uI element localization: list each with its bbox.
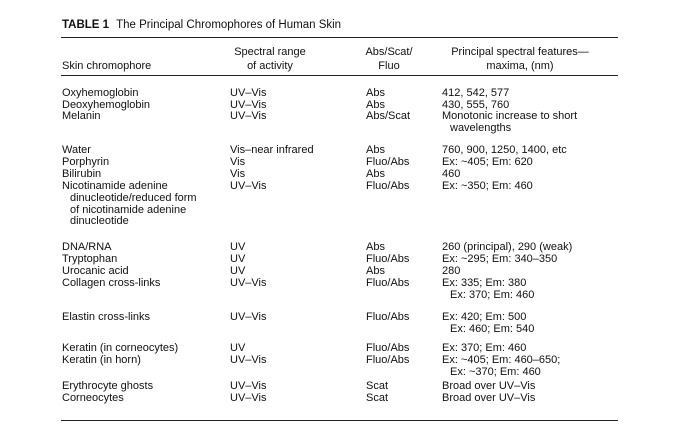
cell-chromophore: dinucleotide <box>70 215 129 228</box>
cell-chromophore: Urocanic acid <box>62 265 129 277</box>
cell-abs-scat-fluo: Abs <box>366 98 385 111</box>
header-spectral-features: Principal spectral features— maxima, (nm) <box>451 46 589 72</box>
cell-spectral-range: Vis <box>230 156 246 168</box>
cell-spectral-range: UV–Vis <box>230 98 267 111</box>
header-spectral-range: Spectral range of activity <box>234 46 306 72</box>
cell-spectral-range: UV–Vis <box>230 311 267 323</box>
cell-chromophore: of nicotinamide adenine <box>70 203 187 216</box>
cell-abs-scat-fluo: Abs/Scat <box>366 110 411 122</box>
cell-spectral-range: Vis–near infrared <box>230 144 314 156</box>
cell-spectral-features: 280 <box>442 265 461 277</box>
cell-chromophore: Deoxyhemoglobin <box>62 98 151 111</box>
cell-chromophore: Elastin cross-links <box>62 311 151 323</box>
cell-spectral-features: Ex: ~405; Em: 620 <box>442 156 533 168</box>
cell-spectral-features: Ex: ~405; Em: 460–650; <box>442 354 561 366</box>
cell-chromophore: Keratin (in horn) <box>62 354 141 366</box>
cell-abs-scat-fluo: Abs <box>366 144 385 156</box>
cell-chromophore: Erythrocyte ghosts <box>62 380 154 392</box>
cell-spectral-features: Ex: ~350; Em: 460 <box>442 180 533 192</box>
header-abs-scat-fluo: Abs/Scat/ Fluo <box>365 46 413 72</box>
cell-abs-scat-fluo: Fluo/Abs <box>366 253 410 265</box>
cell-chromophore: Oxyhemoglobin <box>62 87 139 99</box>
cell-spectral-features: Ex: 370; Em: 460 <box>442 342 527 354</box>
cell-spectral-features: Monotonic increase to short <box>442 110 578 122</box>
cell-spectral-range: UV–Vis <box>230 277 267 289</box>
cell-spectral-range: UV–Vis <box>230 110 267 122</box>
cell-spectral-features: Ex: ~295; Em: 340–350 <box>442 253 558 265</box>
cell-spectral-features: Broad over UV–Vis <box>442 392 536 404</box>
cell-abs-scat-fluo: Abs <box>366 265 385 277</box>
cell-spectral-range: UV <box>230 342 246 354</box>
cell-spectral-features: Ex: 370; Em: 460 <box>450 288 535 301</box>
cell-spectral-features: Ex: ~370; Em: 460 <box>450 365 541 378</box>
cell-abs-scat-fluo: Fluo/Abs <box>366 342 410 354</box>
cell-spectral-range: UV <box>230 253 246 265</box>
table-label: TABLE 1 <box>62 19 110 31</box>
cell-spectral-range: UV–Vis <box>230 87 267 99</box>
cell-spectral-features: 412, 542, 577 <box>442 87 510 99</box>
cell-abs-scat-fluo: Scat <box>366 392 389 404</box>
cell-abs-scat-fluo: Fluo/Abs <box>366 311 410 323</box>
cell-abs-scat-fluo: Fluo/Abs <box>366 354 410 366</box>
cell-spectral-features: Ex: 420; Em: 500 <box>442 311 527 323</box>
cell-spectral-range: UV <box>230 241 246 253</box>
bottom-rule <box>61 420 618 421</box>
cell-chromophore: Collagen cross-links <box>62 277 161 289</box>
cell-spectral-range: UV–Vis <box>230 392 267 404</box>
cell-spectral-range: UV–Vis <box>230 380 267 392</box>
cell-abs-scat-fluo: Fluo/Abs <box>366 277 410 289</box>
cell-spectral-range: UV <box>230 265 246 277</box>
cell-chromophore: Keratin (in corneocytes) <box>62 342 179 354</box>
header-chromophore: Skin chromophore <box>62 60 152 72</box>
cell-chromophore: Bilirubin <box>62 168 102 180</box>
cell-abs-scat-fluo: Abs <box>366 87 385 99</box>
cell-chromophore: Nicotinamide adenine <box>62 180 168 192</box>
cell-abs-scat-fluo: Abs <box>366 241 385 253</box>
table-caption <box>62 19 341 31</box>
header-rule <box>61 75 618 76</box>
cell-spectral-features: wavelengths <box>450 121 512 134</box>
cell-chromophore: Tryptophan <box>62 253 118 265</box>
cell-chromophore: Porphyrin <box>62 156 110 168</box>
cell-spectral-range: UV–Vis <box>230 354 267 366</box>
top-rule <box>61 37 618 38</box>
cell-abs-scat-fluo: Abs <box>366 168 385 180</box>
cell-spectral-features: 260 (principal), 290 (weak) <box>442 241 573 253</box>
cell-chromophore: DNA/RNA <box>62 241 112 253</box>
cell-chromophore: Corneocytes <box>62 392 124 404</box>
cell-abs-scat-fluo: Fluo/Abs <box>366 156 410 168</box>
cell-spectral-range: UV–Vis <box>230 180 267 192</box>
cell-spectral-range: Vis <box>230 168 246 180</box>
cell-spectral-features: 430, 555, 760 <box>442 98 510 111</box>
cell-spectral-features: Broad over UV–Vis <box>442 380 536 392</box>
cell-spectral-features: 760, 900, 1250, 1400, etc <box>442 144 567 156</box>
cell-chromophore: dinucleotide/reduced form <box>70 191 197 204</box>
cell-spectral-features: 460 <box>442 168 461 180</box>
cell-abs-scat-fluo: Scat <box>366 380 389 392</box>
cell-chromophore: Melanin <box>62 110 101 122</box>
cell-chromophore: Water <box>62 144 91 156</box>
cell-spectral-features: Ex: 460; Em: 540 <box>450 322 535 335</box>
table-title: The Principal Chromophores of Human Skin <box>116 19 342 31</box>
cell-spectral-features: Ex: 335; Em: 380 <box>442 277 527 289</box>
cell-abs-scat-fluo: Fluo/Abs <box>366 180 410 192</box>
